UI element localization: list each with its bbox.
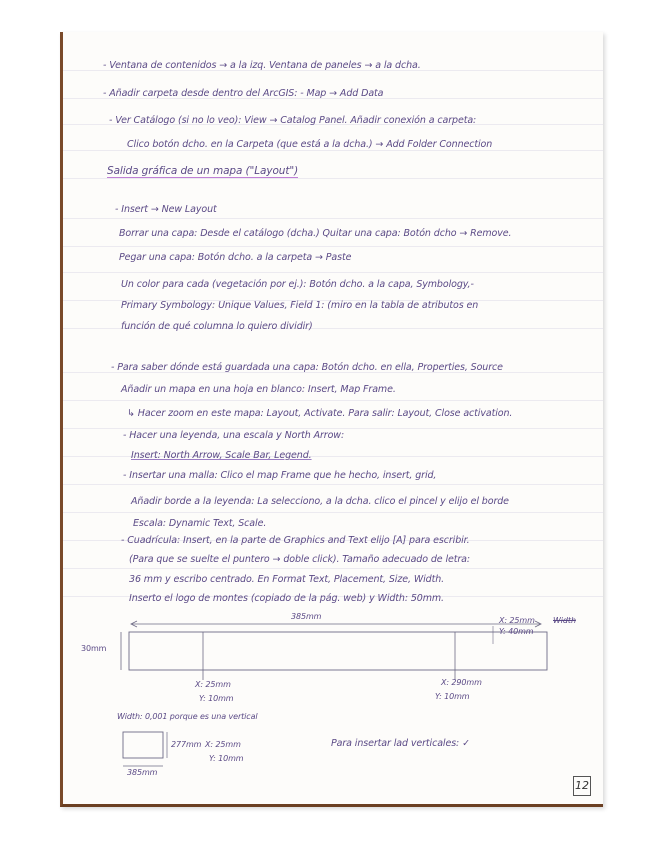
note-line: Un color para cada (vegetación por ej.): Botón dcho. a la capa, Symbology,- xyxy=(121,279,474,290)
note-line: ↳ Hacer zoom en este mapa: Layout, Activate. Para salir: Layout, Close activation. xyxy=(127,408,513,419)
note-line: - Añadir carpeta desde dentro del ArcGIS: - Map → Add Data xyxy=(103,88,384,99)
diagram-mid-y: Y: 10mm xyxy=(435,692,470,701)
note-line: - Ventana de contenidos → a la izq. Ventana de paneles → a la dcha. xyxy=(103,60,421,71)
diagram-total-width: 385mm xyxy=(291,612,322,621)
diagram-mid-x: X: 290mm xyxy=(441,678,482,687)
diagram-height: 30mm xyxy=(81,644,107,653)
note-line: - Insert → New Layout xyxy=(115,204,217,215)
small-box-height: 277mm xyxy=(171,740,202,749)
notebook-page xyxy=(60,32,603,807)
diagram-left-y: Y: 10mm xyxy=(199,694,234,703)
small-box-x: X: 25mm xyxy=(205,740,241,749)
note-line: - Para saber dónde está guardada una capa: Botón dcho. en ella, Properties, Source xyxy=(111,362,503,373)
vertical-lines-note: Para insertar lad verticales: ✓ xyxy=(331,738,470,749)
small-box-y: Y: 10mm xyxy=(209,754,244,763)
note-line: Pegar una capa: Botón dcho. a la carpeta → Paste xyxy=(119,252,352,263)
diagram-right-y: Y: 40mm xyxy=(499,627,534,636)
diagram-left-x: X: 25mm xyxy=(195,680,231,689)
layout-diagram xyxy=(63,32,603,804)
note-line: - Ver Catálogo (si no lo veo): View → Catalog Panel. Añadir conexión a carpeta: xyxy=(109,115,477,126)
note-line: Añadir un mapa en una hoja en blanco: Insert, Map Frame. xyxy=(121,384,396,395)
note-line: Insert: North Arrow, Scale Bar, Legend. xyxy=(131,450,312,461)
note-line: 36 mm y escribo centrado. En Format Text, Placement, Size, Width. xyxy=(129,574,445,585)
note-line: Añadir borde a la leyenda: La selecciono, a la dcha. clico el pincel y elijo el borde xyxy=(131,496,509,507)
section-heading: Salida gráfica de un mapa ("Layout") xyxy=(107,165,299,177)
note-line: - Hacer una leyenda, una escala y North Arrow: xyxy=(123,430,345,441)
small-box-width: 385mm xyxy=(127,768,158,777)
note-line: Borrar una capa: Desde el catálogo (dcha.) Quitar una capa: Botón dcho → Remove. xyxy=(119,228,512,239)
note-line: Clico botón dcho. en la Carpeta (que está a la dcha.) → Add Folder Connection xyxy=(127,139,493,150)
note-line: - Cuadrícula: Insert, en la parte de Graphics and Text elijo [A] para escribir. xyxy=(121,535,470,546)
note-line: (Para que se suelte el puntero → doble click). Tamaño adecuado de letra: xyxy=(129,554,471,565)
note-line: Primary Symbology: Unique Values, Field 1: (miro en la tabla de atributos en xyxy=(121,300,479,311)
note-line: Inserto el logo de montes (copiado de la pág. web) y Width: 50mm. xyxy=(129,593,444,604)
diagram-right-x: X: 25mm xyxy=(499,616,535,625)
page-number: 12 xyxy=(573,776,591,796)
diagram-width-note: Width: 0,001 porque es una vertical xyxy=(117,712,258,721)
note-line: función de qué columna lo quiero dividir) xyxy=(121,321,313,332)
diagram-strike: Width xyxy=(553,616,576,625)
note-line: - Insertar una malla: Clico el map Frame que he hecho, insert, grid, xyxy=(123,470,437,481)
note-line: Escala: Dynamic Text, Scale. xyxy=(133,518,267,529)
